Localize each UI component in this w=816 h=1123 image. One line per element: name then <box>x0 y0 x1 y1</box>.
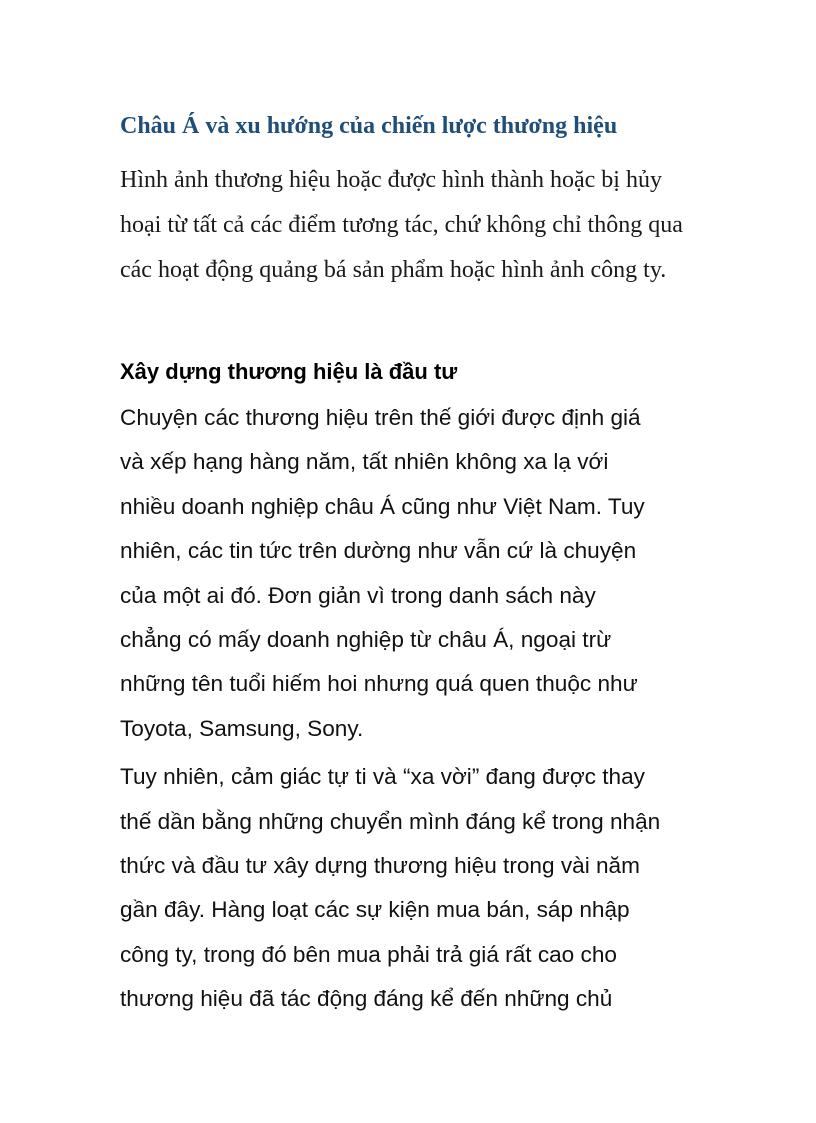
paragraph-line: công ty, trong đó bên mua phải trả giá rất cao cho <box>120 941 617 967</box>
paragraph-line: nhiều doanh nghiệp châu Á cũng như Việt Nam. Tuy <box>120 493 645 519</box>
body-paragraph-2 <box>120 755 720 1021</box>
paragraph-line: Chuyện các thương hiệu trên thế giới được định giá <box>120 405 641 430</box>
paragraph-line: thức và đầu tư xây dựng thương hiệu trong vài năm <box>120 853 640 879</box>
intro-line: Hình ảnh thương hiệu hoặc được hình thành hoặc bị hủy <box>120 167 662 193</box>
paragraph-line: thương hiệu đã tác động đáng kể đến những chủ <box>120 986 613 1012</box>
article-title: Châu Á và xu hướng của chiến lược thương hiệu <box>120 113 618 139</box>
paragraph-line: Toyota, Samsung, Sony. <box>120 715 364 741</box>
section-brand-investment <box>120 352 720 1026</box>
paragraph-line: của một ai đó. Đơn giản vì trong danh sách này <box>120 582 596 608</box>
body-paragraph-1 <box>120 396 720 751</box>
intro-paragraph <box>120 158 720 293</box>
paragraph-line: gần đây. Hàng loạt các sự kiện mua bán, sáp nhập <box>120 897 630 923</box>
paragraph-line: và xếp hạng hàng năm, tất nhiên không xa lạ với <box>120 449 609 475</box>
paragraph-line: thế dần bằng những chuyển mình đáng kể trong nhận <box>120 808 661 834</box>
paragraph-line: Tuy nhiên, cảm giác tự ti và “xa vời” đang được thay <box>120 764 645 790</box>
paragraph-line: nhiên, các tin tức trên dường như vẫn cứ là chuyện <box>120 538 637 564</box>
paragraph-line: những tên tuổi hiếm hoi nhưng quá quen thuộc như <box>120 671 638 697</box>
section-heading: Xây dựng thương hiệu là đầu tư <box>120 359 458 384</box>
paragraph-line: chẳng có mấy doanh nghiệp từ châu Á, ngoại trừ <box>120 627 612 653</box>
intro-line: các hoạt động quảng bá sản phẩm hoặc hình ảnh công ty. <box>120 257 667 283</box>
intro-line: hoại từ tất cả các điểm tương tác, chứ không chỉ thông qua <box>120 212 683 238</box>
